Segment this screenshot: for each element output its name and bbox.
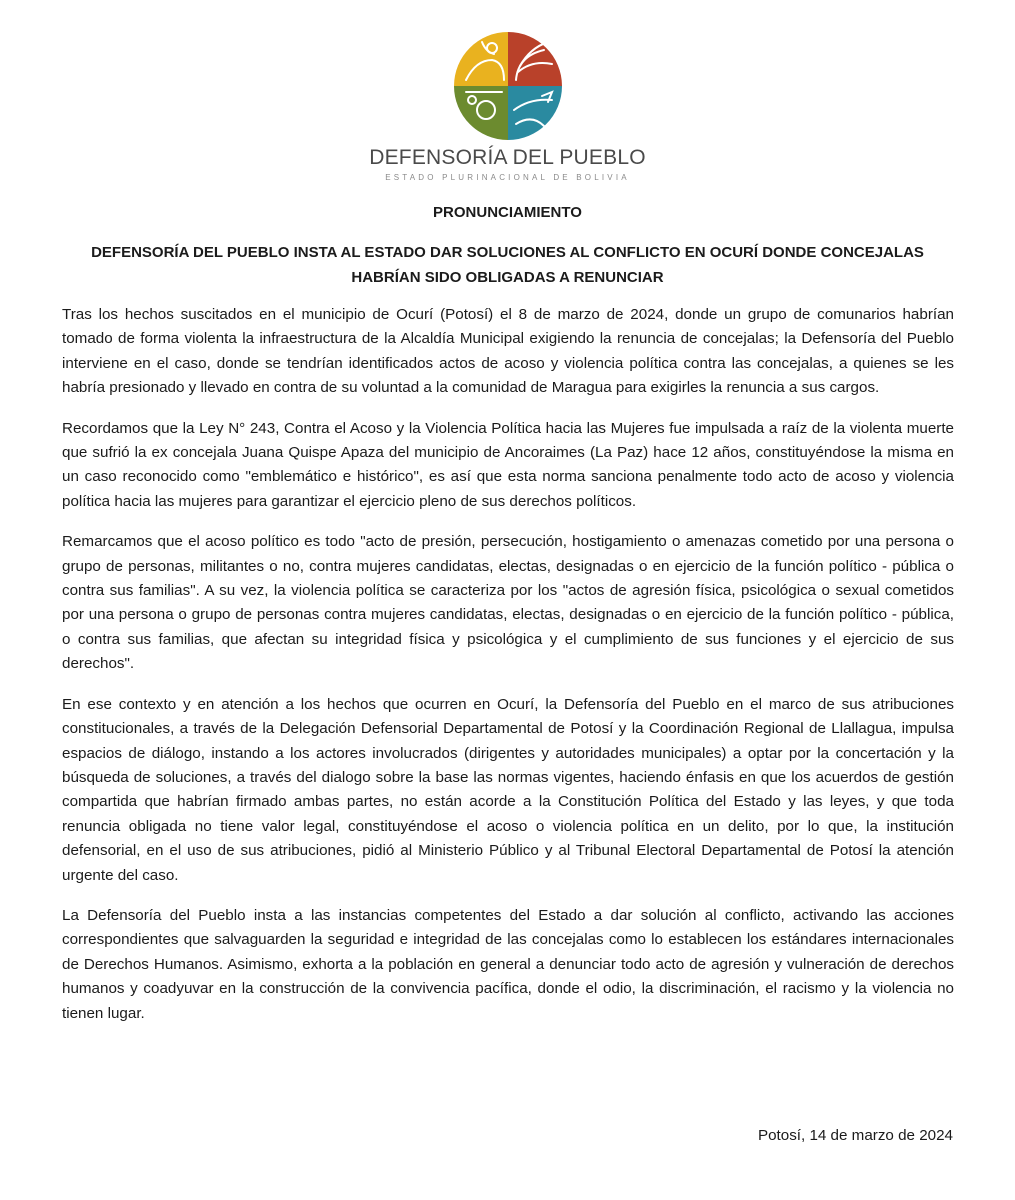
paragraph: En ese contexto y en atención a los hechos que ocurren en Ocurí, la Defensoría del Pueblo en el marco de sus atribuciones constitucionales, a través de la Delegación Defensorial Departamental de Potosí y la Coordinación Regional de Llallagua, impulsa espacios de diálogo, instando a los actores involucrados (dirigentes y autoridades municipales) a optar por la concertación y la búsqueda de soluciones, a través del dialogo sobre la base las normas vigentes, haciendo énfasis en que los acuerdos de gestión compartida que habrían firmado ambas partes, no están acorde a la Constitución Política del Estado y las leyes, y que toda renuncia obligada no tiene valor legal, constituyéndose el acoso o violencia política en un delito, por lo que, la institución defensorial, en el uso de sus atribuciones, pidió al Ministerio Público y al Tribunal Electoral Departamental de Potosí la atención urgente del caso. xyxy=(62,695,954,884)
document-title: DEFENSORÍA DEL PUEBLO INSTA AL ESTADO DAR SOLUCIONES AL CONFLICTO EN OCURÍ DONDE CONCEJALAS HABRÍAN SIDO OBLIGADAS A RENUNCIAR xyxy=(91,244,924,286)
logo-quadrant-blue xyxy=(508,86,562,140)
paragraph: Remarcamos que el acoso político es todo "acto de presión, persecución, hostigamiento o amenazas cometido por una persona o grupo de personas, militantes o no, contra mujeres candidatas, electas, designadas o en ejercicio de la función político - pública o contra sus familias". A su vez, la violencia política se caracteriza por los "actos de agresión física, psicológica o sexual cometidos por una persona o grupo de personas contra mujeres candidatas, electas, designadas o en ejercicio de la función político - pública, o contra sus familias, que afectan su integridad física y psicológica y el cumplimiento de sus funciones y el ejercicio de sus derechos". xyxy=(62,533,954,673)
org-name: DEFENSORÍA DEL PUEBLO xyxy=(369,146,646,169)
paragraph: Recordamos que la Ley N° 243, Contra el Acoso y la Violencia Política hacia las Mujeres fue impulsada a raíz de la violenta muerte que sufrió la ex concejala Juana Quispe Apaza del municipio de Ancoraimes (La Paz) hace 12 años, constituyéndose la misma en un caso reconocido como "emblemático e histórico", es así que esta norma sanciona penalmente todo acto de acoso y violencia política hacia las mujeres para garantizar el ejercicio pleno de sus derechos políticos. xyxy=(62,419,954,510)
logo-quadrant-yellow xyxy=(454,32,508,86)
defensoria-logo-icon xyxy=(452,30,564,142)
document-heading: PRONUNCIAMIENTO xyxy=(433,204,582,221)
logo-quadrant-green xyxy=(454,86,508,140)
org-subtitle: ESTADO PLURINACIONAL DE BOLIVIA xyxy=(385,173,630,182)
paragraph: La Defensoría del Pueblo insta a las instancias competentes del Estado a dar solución al conflicto, activando las acciones correspondientes que salvaguarden la seguridad e integridad de las concejalas como lo establecen los estándares internacionales de Derechos Humanos. Asimismo, exhorta a la población en general a denunciar todo acto de agresión y vulneración de derechos humanos y coadyuvar en la construcción de la convivencia pacífica, donde el odio, la discriminación, el racismo y la violencia no tienen lugar. xyxy=(62,906,954,1022)
paragraph: Tras los hechos suscitados en el municipio de Ocurí (Potosí) el 8 de marzo de 2024, donde un grupo de comunarios habrían tomado de forma violenta la infraestructura de la Alcaldía Municipal exigiendo la renuncia de concejalas; la Defensoría del Pueblo interviene en el caso, donde se tendrían identificados actos de acoso y violencia política contra las concejalas, a quienes se les habría presionado y llevado en contra de su voluntad a la comunidad de Maragua para exigirles la renuncia a sus cargos. xyxy=(62,306,954,397)
place-date: Potosí, 14 de marzo de 2024 xyxy=(757,1127,953,1144)
document-body xyxy=(62,303,954,1042)
